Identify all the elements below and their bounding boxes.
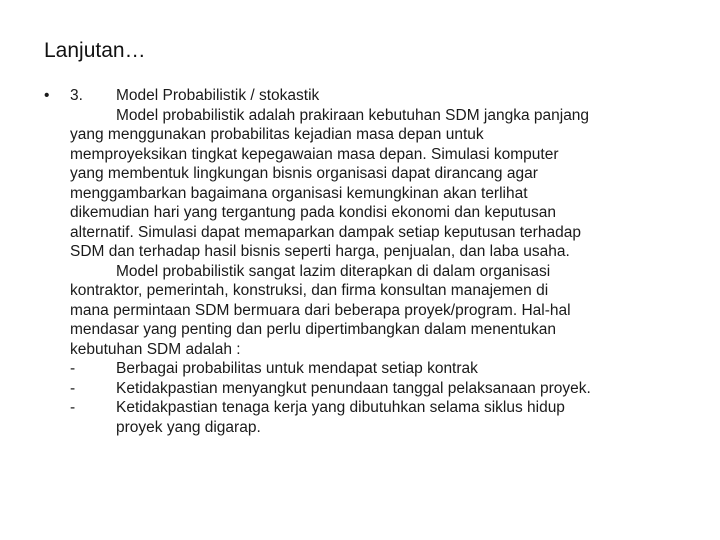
list-item: [0, 398, 720, 418]
paragraph-1: [0, 106, 720, 262]
list-item-text: Berbagai probabilitas untuk mendapat setiap kontrak: [116, 360, 478, 377]
list-item: [0, 379, 720, 399]
dash-list: [0, 359, 720, 437]
item-heading-row: [0, 86, 720, 106]
paragraph-line: SDM dan terhadap hasil bisnis seperti harga, penjualan, dan laba usaha.: [70, 243, 570, 260]
paragraph-line: memproyeksikan tingkat kepegawaian masa depan. Simulasi komputer: [70, 145, 559, 163]
list-item-continuation: [0, 418, 720, 438]
bullet-icon: •: [44, 87, 50, 104]
paragraph-line: dikemudian hari yang tergantung pada kondisi ekonomi dan keputusan: [70, 204, 557, 221]
list-item-text: Ketidakpastian menyangkut penundaan tanggal pelaksanaan proyek.: [116, 379, 591, 397]
paragraph-line: kontraktor, pemerintah, konstruksi, dan firma konsultan manajemen di: [70, 282, 549, 299]
dash-marker: -: [70, 360, 76, 377]
list-item-text: Ketidakpastian tenaga kerja yang dibutuhkan selama siklus hidup: [116, 399, 565, 416]
paragraph-line: mendasar yang penting dan perlu dipertimbangkan dalam menentukan: [70, 321, 556, 338]
paragraph-line: kebutuhan SDM adalah :: [70, 340, 241, 358]
list-item: [0, 359, 720, 379]
paragraph-line: alternatif. Simulasi dapat memaparkan dampak setiap keputusan terhadap: [70, 223, 581, 241]
paragraph-line: Model probabilistik sangat lazim diterapkan di dalam organisasi: [116, 262, 551, 280]
slide-content: [0, 86, 720, 437]
dash-marker: -: [70, 379, 76, 397]
paragraph-line: mana permintaan SDM bermuara dari beberapa proyek/program. Hal-hal: [70, 301, 571, 319]
paragraph-line: Model probabilistik adalah prakiraan kebutuhan SDM jangka panjang: [116, 106, 590, 124]
dash-marker: -: [70, 399, 76, 416]
item-heading: Model Probabilistik / stokastik: [116, 87, 320, 104]
slide-title: Lanjutan…: [44, 39, 146, 62]
paragraph-line: menggambarkan bagaimana organisasi kemungkinan akan terlihat: [70, 184, 528, 202]
paragraph-line: yang menggunakan probabilitas kejadian masa depan untuk: [70, 126, 484, 143]
list-item-text: proyek yang digarap.: [116, 418, 261, 436]
item-number: 3.: [70, 87, 83, 104]
paragraph-2: [0, 262, 720, 360]
paragraph-line: yang membentuk lingkungan bisnis organisasi dapat dirancang agar: [70, 165, 538, 182]
